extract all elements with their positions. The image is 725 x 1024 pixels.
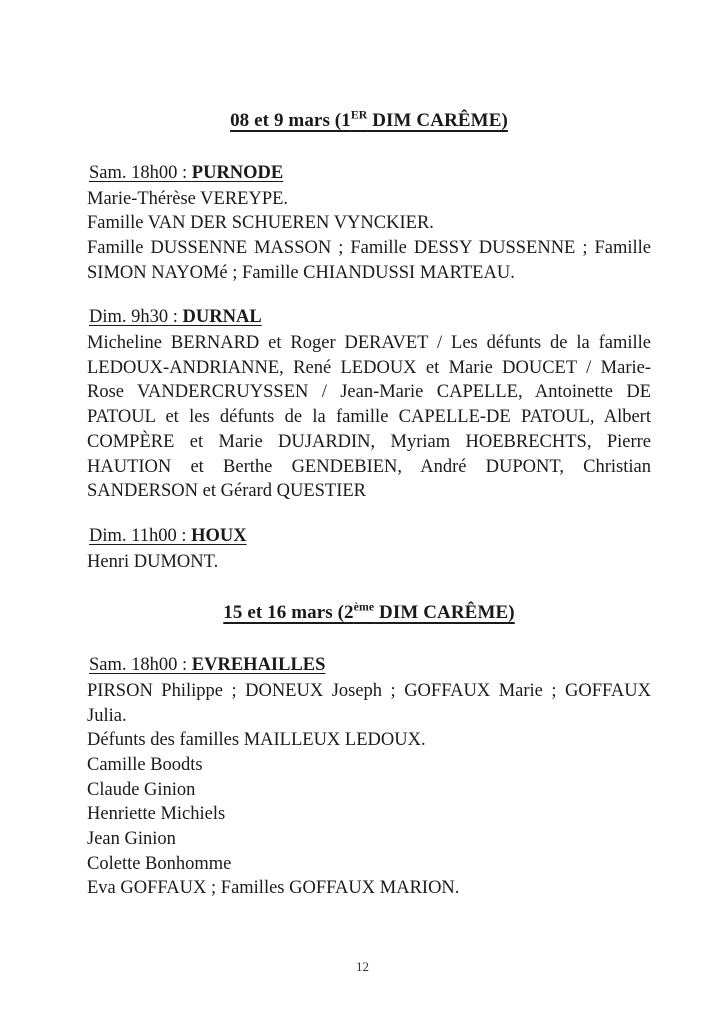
date-title-lead: 15 et 16 mars (2: [223, 602, 354, 624]
mass-time-label: Dim. 9h30 :: [89, 307, 183, 328]
mass-time-label: Sam. 18h00 :: [89, 655, 192, 676]
mass-header: [89, 161, 651, 186]
mass-block-evrehailles: [87, 653, 651, 901]
page-number: 12: [356, 959, 369, 974]
intention-line: Claude Ginion: [87, 779, 196, 800]
intention-line: Camille Boodts: [87, 755, 203, 776]
mass-place-label: EVREHAILLES: [191, 655, 326, 676]
date-title-tail: DIM CARÊME): [367, 110, 508, 131]
mass-block-houx: [87, 524, 651, 574]
date-title-lead: 08 et 9 mars (1: [230, 110, 351, 131]
mass-header: [89, 305, 651, 330]
intention-line: Henri DUMONT.: [87, 551, 219, 572]
intention-line: Micheline BERNARD et Roger DERAVET / Les défunts de la famille LEDOUX-ANDRIANNE, René LEDOUX et Marie DOUCET / Marie-Rose VANDERCRUYSSEN / Jean-Marie CAPELLE, Antoinette DE PATOUL et les défunts de la famille CAPELLE-DE PATOUL, Albert COMPÈRE et Marie DUJARDIN, Myriam HOEBRECHTS, Pierre HAUTION et Berthe GENDEBIEN, André DUPONT, Christian SANDERSON et Gérard QUESTIER: [87, 333, 651, 502]
intention-line: PIRSON Philippe ; DONEUX Joseph ; GOFFAUX Marie ; GOFFAUX Julia.: [87, 680, 651, 726]
mass-place-label: PURNODE: [191, 162, 284, 183]
intention-line: Famille VAN DER SCHUEREN VYNCKIER.: [87, 213, 434, 234]
date-title-superscript: ème: [353, 601, 375, 615]
mass-header: [89, 653, 651, 678]
mass-time-label: Dim. 11h00 :: [89, 525, 192, 546]
intention-line: Marie-Thérèse VEREYPE.: [87, 188, 289, 209]
intention-line: Henriette Michiels: [87, 804, 226, 825]
intention-line: Colette Bonhomme: [87, 853, 232, 874]
mass-header: [89, 524, 651, 549]
date-title-superscript: ER: [350, 108, 368, 122]
mass-block-durnal: [87, 305, 651, 504]
section-date-title: [87, 602, 651, 625]
mass-time-label: Sam. 18h00 :: [89, 162, 192, 183]
document-body: [87, 0, 651, 901]
intention-line: Jean Ginion: [87, 829, 176, 850]
intention-line: Défunts des familles MAILLEUX LEDOUX.: [87, 730, 426, 751]
intention-line: Famille DUSSENNE MASSON ; Famille DESSY DUSSENNE ; Famille SIMON NAYOMé ; Famille CHIANDUSSI MARTEAU.: [87, 237, 651, 283]
mass-place-label: DURNAL: [182, 307, 262, 328]
date-title-tail: DIM CARÊME): [374, 602, 515, 624]
mass-block-purnode: [87, 161, 651, 286]
section-date-title: [87, 110, 651, 133]
intention-line: Eva GOFFAUX ; Familles GOFFAUX MARION.: [87, 878, 460, 899]
mass-place-label: HOUX: [191, 525, 247, 546]
